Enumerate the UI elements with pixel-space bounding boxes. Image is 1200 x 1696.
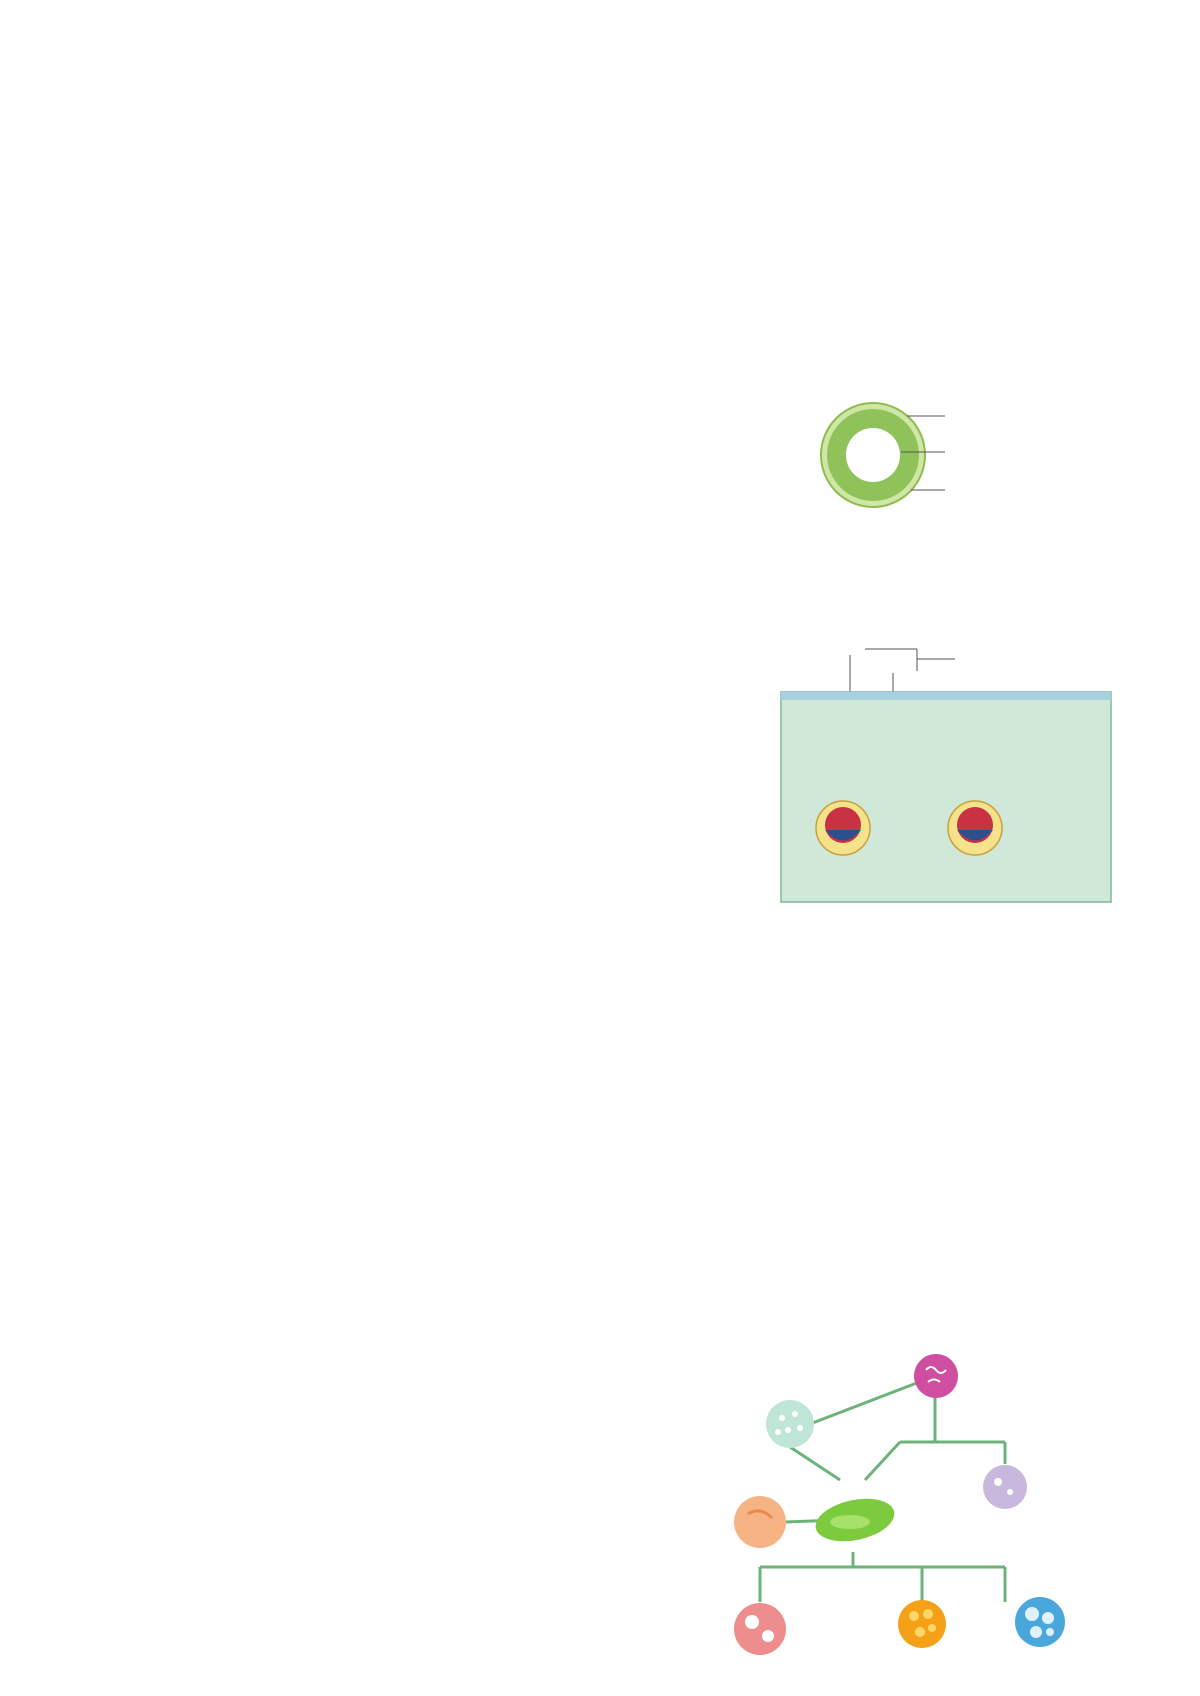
- paragraph-lengte: [145, 1148, 1085, 1204]
- proteinoplast-cell: [1015, 1597, 1065, 1647]
- elaioplast-cell: [898, 1600, 946, 1648]
- leaf-cross-section-figure: [775, 635, 1115, 910]
- chloroplast-cell: [812, 1492, 899, 1548]
- vascular-bundle-2: [948, 801, 1002, 855]
- leaf-cuticle-top: [781, 692, 1111, 700]
- proplastide-cell: [914, 1354, 958, 1398]
- leaf-body: [781, 692, 1111, 902]
- stem-cross-section-figure: [815, 400, 1115, 510]
- vascular-bundle-1: [816, 801, 870, 855]
- plastid-diagram-figure: [700, 1352, 1110, 1687]
- leukoplast-cell: [983, 1465, 1027, 1509]
- stem-vaatweefsel: [846, 428, 900, 482]
- amyloplast-cell: [734, 1603, 786, 1655]
- chromoplast-cell: [734, 1496, 786, 1548]
- etioplast-cell: [766, 1400, 814, 1448]
